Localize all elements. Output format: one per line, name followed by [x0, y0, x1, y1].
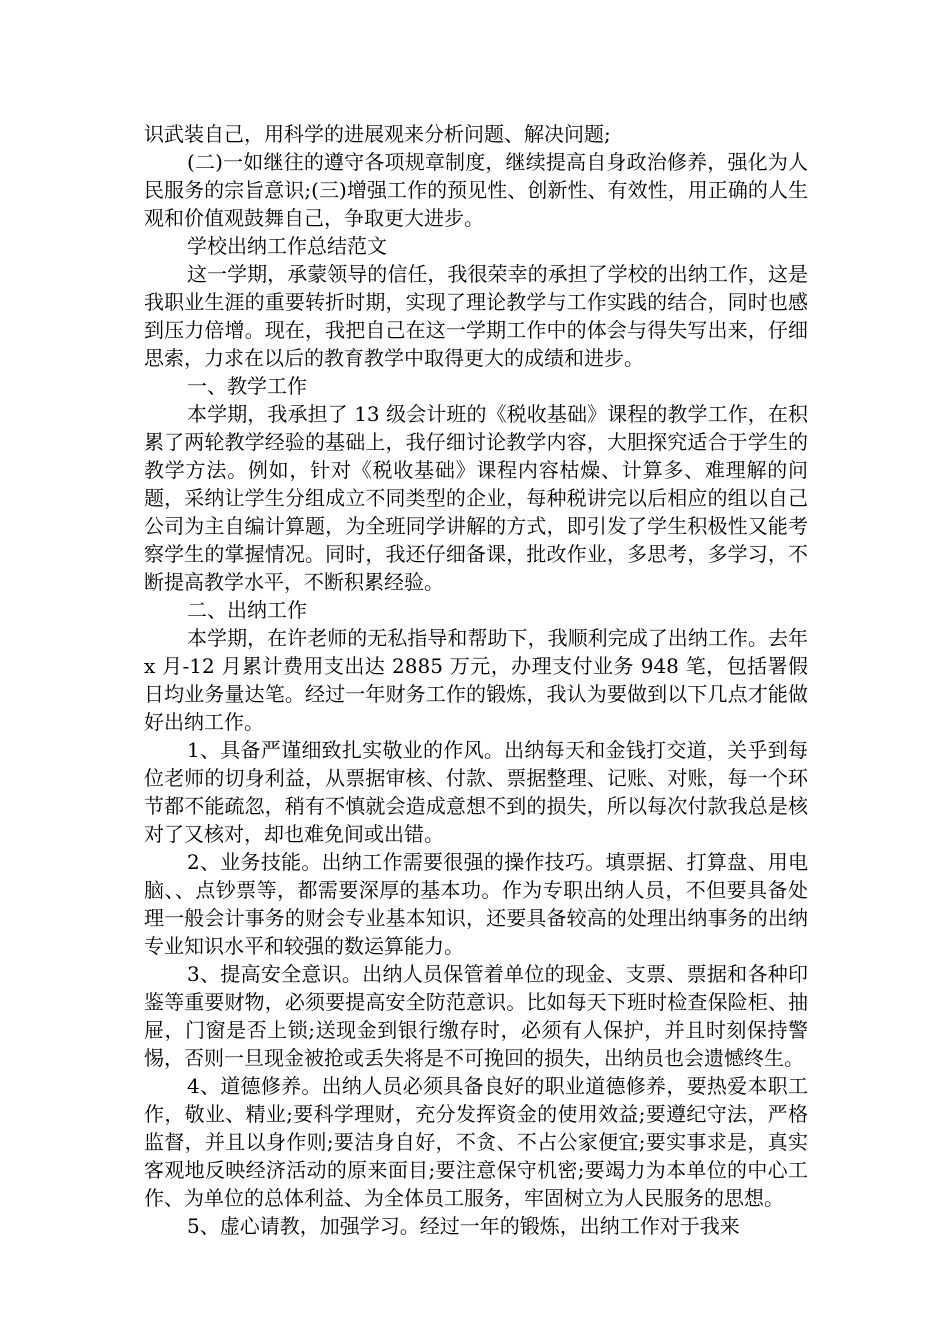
paragraph-continuation: 识武装自己，用科学的进展观来分析问题、解决问题;	[144, 122, 611, 146]
paragraph-teaching: 本学期，我承担了 13 级会计班的《税收基础》课程的教学工作，在积累了两轮教学经验的基础上，我仔细讨论教学内容，大胆探究适合于学生的教学方法。例如，针对《税收基础》课程内容枯燥、计算多、难理解的问题，采纳让学生分组成立不同类型的企业，每种税讲完以后相应的组以自己公司为主自编计算题，为全班同学讲解的方式，即引发了学生积极性又能考察学生的掌握情况。同时，我还仔细备课，批改作业，多思考，多学习，不断提高教学水平，不断积累经验。	[144, 402, 808, 594]
paragraph-point-3: 3、提高安全意识。出纳人员保管着单位的现金、支票、票据和各种印鉴等重要财物，必须要提高安全防范意识。比如每天下班时检查保险柜、抽屉，门窗是否上锁;送现金到银行缴存时，必须有人保护，并且时刻保持警惕，否则一旦现金被抢或丢失将是不可挽回的损失，出纳员也会遗憾终生。	[144, 962, 808, 1070]
paragraph-point-1: 1、具备严谨细致扎实敬业的作风。出纳每天和金钱打交道，关乎到每位老师的切身利益，从票据审核、付款、票据整理、记账、对账，每一个环节都不能疏忽，稍有不慎就会造成意想不到的损失，所以每次付款我总是核对了又核对，却也难免间或出错。	[144, 738, 808, 846]
paragraph-rules-and-goals: (二)一如继往的遵守各项规章制度，继续提高自身政治修养，强化为人民服务的宗旨意识;(三)增强工作的预见性、创新性、有效性，用正确的人生观和价值观鼓舞自己，争取更大进步。	[144, 150, 808, 230]
section-heading-cashier: 二、出纳工作	[187, 598, 307, 622]
document-title: 学校出纳工作总结范文	[187, 234, 387, 258]
paragraph-intro: 这一学期，承蒙领导的信任，我很荣幸的承担了学校的出纳工作，这是我职业生涯的重要转折时期，实现了理论教学与工作实践的结合，同时也感到压力倍增。现在，我把自己在这一学期工作中的体会与得失写出来，仔细思索，力求在以后的教育教学中取得更大的成绩和进步。	[144, 262, 808, 370]
paragraph-point-4: 4、道德修养。出纳人员必须具备良好的职业道德修养，要热爱本职工作，敬业、精业;要科学理财，充分发挥资金的使用效益;要遵纪守法，严格监督，并且以身作则;要洁身自好，不贪、不占公家便宜;要实事求是，真实客观地反映经济活动的原来面目;要注意保守机密;要竭力为本单位的中心工作、为单位的总体利益、为全体员工服务，牢固树立为人民服务的思想。	[144, 1074, 808, 1210]
section-heading-teaching: 一、教学工作	[187, 374, 307, 398]
paragraph-point-5: 5、虚心请教，加强学习。经过一年的锻炼，出纳工作对于我来	[187, 1214, 740, 1238]
paragraph-cashier: 本学期，在许老师的无私指导和帮助下，我顺利完成了出纳工作。去年 x 月-12 月累计费用支出达 2885 万元，办理支付业务 948 笔，包括署假日均业务量达笔。经过一年财务工作的锻炼，我认为要做到以下几点才能做好出纳工作。	[144, 626, 815, 734]
document-body	[144, 120, 815, 1240]
paragraph-point-2: 2、业务技能。出纳工作需要很强的操作技巧。填票据、打算盘、用电脑、、点钞票等，都需要深厚的基本功。作为专职出纳人员，不但要具备处理一般会计事务的财会专业基本知识，还要具备较高的处理出纳事务的出纳专业知识水平和较强的数运算能力。	[144, 850, 808, 958]
